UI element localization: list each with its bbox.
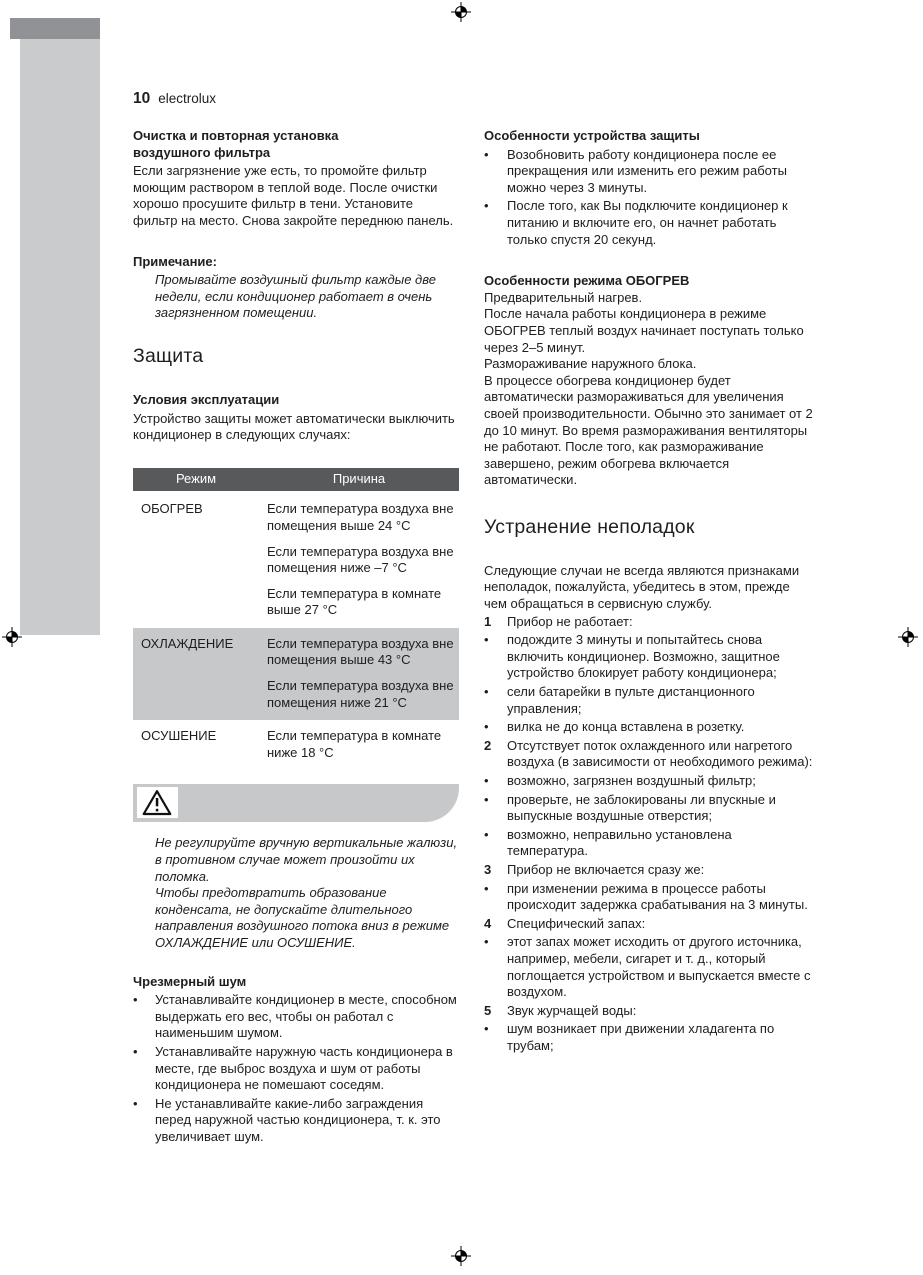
registration-mark-left-icon — [2, 627, 22, 647]
brand-wordmark: electrolux — [158, 91, 217, 106]
note-heading: Примечание: — [133, 253, 217, 269]
table-cell-mode: ОСУШЕНИЕ — [141, 728, 217, 744]
bullet-icon: • — [133, 1043, 138, 1059]
table-row-heating — [133, 493, 459, 628]
registration-mark-top-icon — [451, 2, 471, 22]
sidebar-bar — [20, 18, 100, 635]
item-text: шум возникает при движении хладагента по трубам; — [507, 1021, 775, 1053]
section-heading-troubleshooting: Устранение неполадок — [484, 515, 695, 538]
table-cell-causes — [267, 493, 459, 628]
troubleshooting-item — [484, 773, 816, 790]
troubleshooting-item — [484, 862, 816, 879]
item-text: Специфический запах: — [507, 915, 646, 931]
item-text: Устанавливайте наружную часть кондиционера в месте, где выброс воздуха и шум от работы кондиционера не помешают соседям. — [155, 1043, 453, 1093]
item-text: После того, как Вы подключите кондиционер к питанию и включите его, он начнет работать только спустя 20 секунд. — [507, 198, 788, 247]
protection-feature-item — [484, 147, 816, 197]
troubleshooting-item — [484, 614, 816, 631]
bullet-icon: • — [133, 992, 138, 1008]
item-text: Устанавливайте кондиционер в месте, способном выдержать его вес, чтобы он работал с наименьшим шумом. — [155, 992, 457, 1041]
cause-text: Если температура в комнате ниже 18 °C — [267, 728, 442, 760]
bullet-icon: • — [484, 934, 489, 950]
right-column — [484, 128, 816, 1055]
table-header-cause: Причина — [332, 470, 386, 486]
troubleshooting-item — [484, 881, 816, 914]
table-header-row — [133, 468, 459, 492]
paragraph-heating-3: Размораживание наружного блока. — [484, 356, 697, 372]
cause-text: Если температура воздуха вне помещения выше 43 °C — [267, 635, 454, 668]
troubleshooting-item — [484, 1021, 816, 1054]
section-heading-protection: Защита — [133, 344, 204, 367]
item-text: Прибор не включается сразу же: — [507, 861, 705, 877]
table-cell-causes — [267, 720, 459, 770]
item-text: этот запах может исходить от другого источника, например, мебели, сигарет и т. д., который поглощается устройством и выпускается вместе с воздухом. — [507, 934, 811, 1000]
troubleshooting-item — [484, 934, 816, 1000]
table-cell-mode: ОХЛАЖДЕНИЕ — [141, 635, 234, 651]
table-cell-causes — [267, 628, 459, 720]
item-text: Звук журчащей воды: — [507, 1002, 637, 1018]
troubleshooting-item — [484, 632, 816, 682]
troubleshooting-item — [484, 684, 816, 717]
troubleshooting-item — [484, 719, 816, 736]
paragraph-troubleshooting-intro: Следующие случаи не всегда являются признаками неполадок, пожалуйста, убедитесь в этом, прежде чем обращаться в сервисную службу. — [484, 562, 800, 612]
bullet-icon: • — [133, 1095, 138, 1111]
bullet-icon: • — [484, 198, 489, 214]
paragraph-heating-4: В процессе обогрева кондиционер будет автоматически размораживаться для увеличения своей производительности. Обычно это занимает от 2 до 10 минут. Во время размораживания вентиляторы не работают. После того, как размораживание завершено, режим обогрева включается автоматически. — [484, 372, 813, 488]
bullet-icon: • — [484, 1021, 489, 1037]
noise-bullet-item — [133, 1096, 459, 1146]
noise-bullet-list — [133, 992, 459, 1145]
item-text: проверьте, не заблокированы ли впускные и выпускные воздушные отверстия; — [507, 791, 776, 824]
troubleshooting-item — [484, 792, 816, 825]
page-number: 10 — [133, 90, 151, 107]
item-text: подождите 3 минуты и попытайтесь снова включить кондиционер. Возможно, защитное устройство блокирует работу кондиционера; — [507, 632, 780, 681]
cause-text: Если температура воздуха вне помещения выше 24 °C — [267, 501, 454, 533]
note-text: Промывайте воздушный фильтр каждые две недели, если кондиционер работает в очень загрязненном помещении. — [155, 272, 436, 321]
troubleshooting-item — [484, 1003, 816, 1020]
paragraph-heating-1: Предварительный нагрев. — [484, 289, 643, 305]
cause-text: Если температура в комнате выше 27 °C — [267, 585, 442, 618]
page-header — [133, 90, 216, 108]
protection-conditions-table — [133, 468, 459, 771]
warning-text-2: Чтобы предотвратить образование конденсата, не допускайте длительного направления воздушного потока вниз в режиме ОХЛАЖДЕНИЕ или ОСУШЕНИЕ. — [155, 885, 450, 950]
item-text: сели батарейки в пульте дистанционного управления; — [507, 684, 755, 716]
subheading-excessive-noise: Чрезмерный шум — [133, 973, 247, 989]
bullet-icon: • — [484, 773, 489, 788]
subheading-operating-conditions: Условия эксплуатации — [133, 391, 280, 407]
item-number: 2 — [484, 737, 492, 753]
table-row-cooling — [133, 628, 459, 720]
troubleshooting-item — [484, 827, 816, 860]
cause-text: Если температура воздуха вне помещения ниже –7 °C — [267, 543, 454, 576]
noise-bullet-item — [133, 1044, 459, 1094]
protection-features-list — [484, 147, 816, 249]
bullet-icon: • — [484, 632, 489, 648]
item-number: 5 — [484, 1002, 492, 1018]
protection-feature-item — [484, 198, 816, 248]
item-number: 1 — [484, 613, 492, 629]
troubleshooting-list — [484, 614, 816, 1055]
warning-text-1: Не регулируйте вручную вертикальные жалюзи, в противном случае может произойти их поломка. — [155, 835, 458, 884]
item-text: возможно, неправильно установлена температура. — [507, 826, 732, 859]
item-text: при изменении режима в процессе работы происходит задержка срабатывания на 3 минуты. — [507, 880, 808, 913]
troubleshooting-item — [484, 738, 816, 771]
table-header-mode: Режим — [175, 470, 217, 486]
item-text: возможно, загрязнен воздушный фильтр; — [507, 773, 756, 788]
section-heading-cleaning: Очистка и повторная установка воздушного фильтра — [133, 128, 339, 160]
item-text: вилка не до конца вставлена в розетку. — [507, 719, 745, 735]
bullet-icon: • — [484, 826, 489, 842]
bullet-icon: • — [484, 684, 489, 700]
paragraph-heating-2: После начала работы кондиционера в режиме ОБОГРЕВ теплый воздух начинает поступать только через 2–5 минут. — [484, 306, 804, 355]
bullet-icon: • — [484, 880, 489, 896]
table-cell-mode: ОБОГРЕВ — [141, 501, 203, 517]
table-row-drying — [133, 720, 459, 770]
troubleshooting-item — [484, 916, 816, 933]
subheading-protection-features: Особенности устройства защиты — [484, 128, 700, 143]
item-text: Прибор не работает: — [507, 613, 633, 629]
item-text: Возобновить работу кондиционера после ее прекращения или изменить его режим работы можно через 3 минуты. — [507, 146, 787, 195]
warning-triangle-icon — [137, 787, 178, 818]
sidebar-accent — [10, 18, 100, 39]
paragraph-cleaning: Если загрязнение уже есть, то промойте фильтр моющим раствором в теплой воде. После очистки хорошо просушите фильтр в тени. Установите фильтр на место. Снова закройте переднюю панель. — [133, 163, 454, 228]
bullet-icon: • — [484, 146, 489, 162]
item-text: Не устанавливайте какие-либо заграждения перед наружной частью кондиционера, т. к. это увеличивает шум. — [155, 1095, 441, 1144]
bullet-icon: • — [484, 719, 489, 735]
warning-banner — [133, 784, 459, 822]
item-number: 3 — [484, 861, 492, 877]
paragraph-operating-conditions: Устройство защиты может автоматически выключить кондиционер в следующих случаях: — [133, 410, 455, 443]
registration-mark-bottom-icon — [451, 1246, 471, 1266]
bullet-icon: • — [484, 791, 489, 807]
item-text: Отсутствует поток охлажденного или нагретого воздуха (в зависимости от необходимого режима): — [507, 737, 813, 770]
registration-mark-right-icon — [898, 627, 918, 647]
noise-bullet-item — [133, 992, 459, 1042]
item-number: 4 — [484, 915, 492, 931]
subheading-heating-mode: Особенности режима ОБОГРЕВ — [484, 273, 690, 289]
left-column — [133, 128, 459, 1146]
cause-text: Если температура воздуха вне помещения ниже 21 °C — [267, 678, 454, 710]
